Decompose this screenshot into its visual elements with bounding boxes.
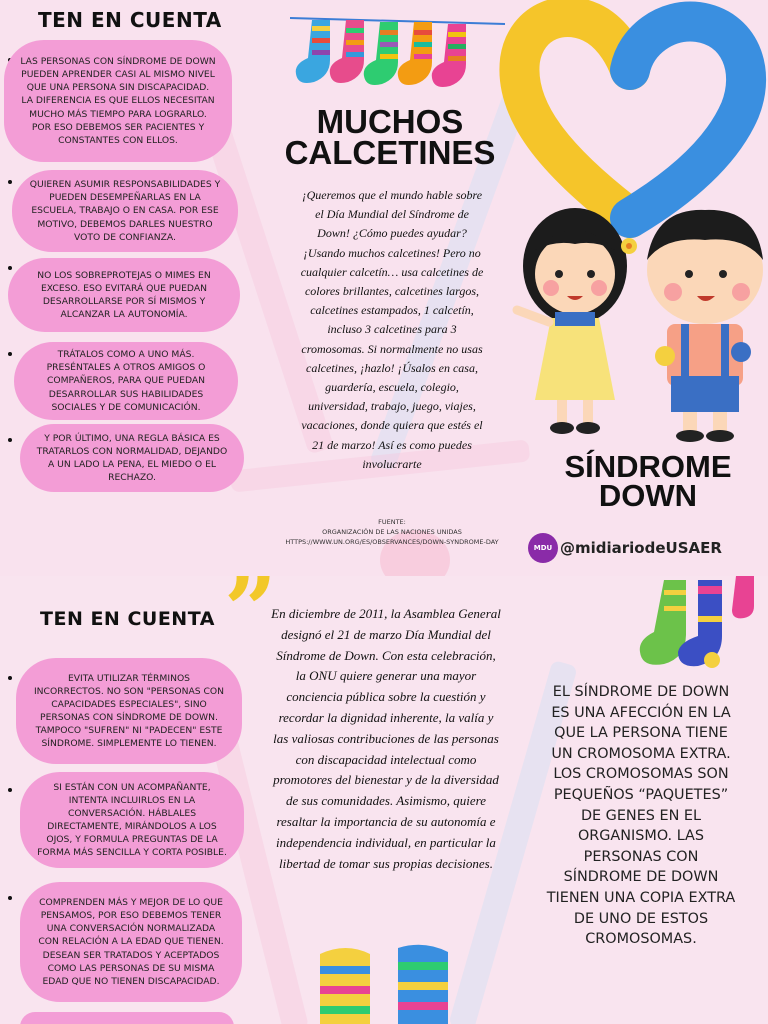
tip-bubble: SI ESTÁN CON UN ACOMPAÑANTE, INTENTA INCLUIRLOS EN LA CONVERSACIÓN. HÁBLALES DIRECTAMENTE, MIRÁNDOLOS A LOS OJOS, Y FORMULA PREGUNTAS DE LA FORMA MÁS SENCILLA Y CORTA POSIBLE. bbox=[20, 772, 244, 868]
tip-bubble: NO LOS SOBREPROTEJAS O MIMES EN EXCESO. ESO EVITARÁ QUE PUEDAN DESARROLLARSE POR SÍ MISMOS Y ALCANZAR LA AUTONOMÍA. bbox=[8, 258, 240, 332]
social-handle: @midiariodeUSAER bbox=[560, 539, 722, 557]
source-label: FUENTE: bbox=[378, 518, 406, 526]
tip-bubble: Y POR ÚLTIMO, UNA REGLA BÁSICA ES TRATARLOS CON NORMALIDAD, DEJANDO A UN LADO LA PENA, EL MIEDO O EL RECHAZO. bbox=[20, 424, 244, 492]
bullet bbox=[8, 896, 12, 900]
bullet bbox=[8, 438, 12, 442]
socks-illustration bbox=[638, 576, 768, 672]
sindrome-down-title bbox=[548, 449, 748, 514]
title-line: DOWN bbox=[598, 478, 698, 514]
sock-icon bbox=[432, 24, 466, 87]
source-credit bbox=[282, 518, 502, 547]
bullet bbox=[8, 352, 12, 356]
title-line: MUCHOS bbox=[316, 103, 464, 140]
bottom-panel bbox=[0, 576, 768, 1024]
tip-bubble: QUIEREN ASUMIR RESPONSABILIDADES Y PUEDEN DESEMPEÑARLAS EN LA ESCUELA, TRABAJO O EN CASA. POR ESE MOTIVO, DEBEMOS DARLES NUESTRO VOTO DE CONFIANZA. bbox=[12, 170, 238, 252]
bullet bbox=[8, 676, 12, 680]
source-org: ORGANIZACIÓN DE LAS NACIONES UNIDAS bbox=[322, 527, 462, 536]
brand-logo bbox=[528, 533, 558, 563]
bullet bbox=[8, 266, 12, 270]
title-line: CALCETINES bbox=[284, 134, 496, 172]
boy-figure bbox=[647, 210, 763, 442]
ten-en-cuenta-heading: TEN EN CUENTA bbox=[40, 608, 215, 630]
sock-icon bbox=[320, 948, 370, 1024]
girl-figure bbox=[517, 208, 637, 434]
tip-bubble: EVITA UTILIZAR TÉRMINOS INCORRECTOS. NO SON "PERSONAS CON CAPACIDADES ESPECIALES", SINO PERSONAS CON SÍNDROME DE DOWN. TAMPOCO "SUFREN" NI "PADECEN" ESTE SÍNDROME. SIMPLEMENTE LO TIENEN. bbox=[16, 658, 242, 764]
socks-bottom-illustration bbox=[306, 944, 466, 1024]
ten-en-cuenta-heading: TEN EN CUENTA bbox=[38, 8, 222, 32]
un-quote-paragraph: En diciembre de 2011, la Asamblea General designó el 21 de marzo Día Mundial del Síndrome de Down. Con esta celebración, la ONU quiere generar una mayor conciencia pública sobre la cuestión y recordar la dignidad inherente, la valía y las valiosas contribuciones de las personas con discapacidad intelectual como promotores del bienestar y de la diversidad de sus comunidades. Asimismo, quiere resaltar la importancia de su autonomía e independencia individual, en particular la libertad de tomar sus propias decisiones. bbox=[271, 606, 501, 871]
tip-bubble-partial bbox=[20, 1012, 234, 1024]
tip-bubble: LAS PERSONAS CON SÍNDROME DE DOWN PUEDEN APRENDER CASI AL MISMO NIVEL QUE UNA PERSONA SIN DISCAPACIDAD. LA DIFERENCIA ES QUE ELLOS NECESITAN MUCHO MÁS TIEMPO PARA LOGRARLO. POR ESO DEBEMOS SER PACIENTES Y CONSTANTES CON ELLOS. bbox=[4, 40, 232, 162]
sock-icon bbox=[732, 576, 754, 618]
definition-text: EL SÍNDROME DE DOWN ES UNA AFECCIÓN EN LA QUE LA PERSONA TIENE UN CROMOSOMA EXTRA. LOS CROMOSOMAS SON PEQUEÑOS “PAQUETES” DE GENES EN EL ORGANISMO. LAS PERSONAS CON SÍNDROME DE DOWN TIENEN UNA COPIA EXTRA DE UNO DE ESTOS CROMOSOMAS. bbox=[546, 684, 736, 948]
sock-icon bbox=[296, 20, 330, 83]
quote-mark-icon: ” bbox=[224, 576, 277, 664]
bullet bbox=[8, 180, 12, 184]
title-line: SÍNDROME bbox=[564, 449, 732, 484]
sock-icon bbox=[398, 22, 432, 85]
sock-icon bbox=[364, 22, 398, 85]
tip-bubble: TRÁTALOS COMO A UNO MÁS. PRESÉNTALES A OTROS AMIGOS O COMPAÑEROS, PARA QUE PUEDAN DESARROLLAR SUS HABILIDADES SOCIALES Y DE COMUNICACIÓN. bbox=[14, 342, 238, 420]
sock-icon bbox=[398, 945, 448, 1024]
source-url: HTTPS://WWW.UN.ORG/ES/OBSERVANCES/DOWN-SYNDROME-DAY bbox=[285, 537, 499, 546]
children-illustration bbox=[505, 200, 768, 450]
tip-bubble: COMPRENDEN MÁS Y MEJOR DE LO QUE PENSAMOS, POR ESO DEBEMOS TENER UNA CONVERSACIÓN NORMALIZADA CON RELACIÓN A LA EDAD QUE TIENEN. DESEAN SER TRATADOS Y ACEPTADOS COMO LAS PERSONAS DE SU MISMA EDAD QUE NO TIENEN DISCAPACIDAD. bbox=[20, 882, 242, 1002]
bullet bbox=[8, 788, 12, 792]
socks-clothesline-illustration bbox=[290, 4, 510, 98]
sock-icon bbox=[330, 20, 364, 83]
socks-paragraph: ¡Queremos que el mundo hable sobre el Día Mundial del Síndrome de Down! ¿Cómo puedes ayudar? ¡Usando muchos calcetines! Pero no cualquier calcetín… usa calcetines de colores brillantes, calcetines largos, calcetines estampados, 1 calcetín, incluso 3 calcetines para 3 cromosomas. Si normalmente no usas calcetines, ¡hazlo! ¡Úsalos en casa, guardería, escuela, colegio, universidad, trabajo, juego, viajes, vacaciones, donde quiera que estés el 21 de marzo! Así es como puedes involucrarte bbox=[300, 188, 484, 471]
muchos-calcetines-title bbox=[270, 103, 510, 172]
logo-text: MDU bbox=[533, 544, 553, 552]
